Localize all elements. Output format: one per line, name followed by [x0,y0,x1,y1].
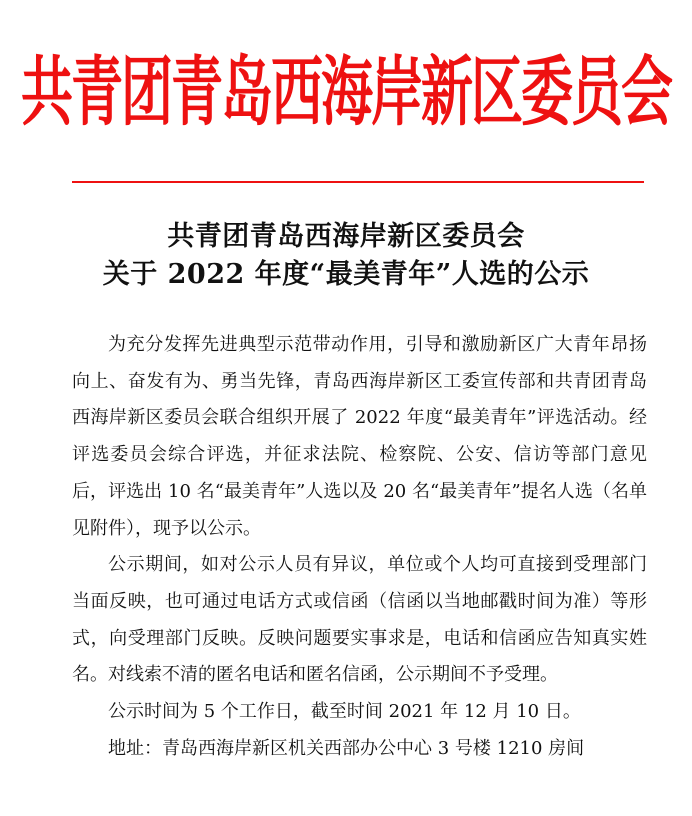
document-body [72,327,647,767]
document-title-line-1: 共青团青岛西海岸新区委员会 [167,221,525,252]
masthead-title: 共青团青岛西海岸新区委员会 [20,48,671,137]
paragraph-1: 为充分发挥先进典型示范带动作用，引导和激励新区广大青年昂扬向上、奋发有为、勇当先锋，青岛西海岸新区工委宣传部和共青团青岛西海岸新区委员会联合组织开展了 2022 年度“最美青年”评选活动。经评选委员会综合评选，并征求法院、检察院、公安、信访等部门意见后，评选出 10 名“最美青年”人选以及 20 名“最美青年”提名人选（名单见附件），现予以公示。 [72,334,647,539]
document-title-line-2: 关于 2022 年度“最美青年”人选的公示 [102,259,590,290]
paragraph-2: 公示期间，如对公示人员有异议，单位或个人均可直接到受理部门当面反映，也可通过电话方式或信函（信函以当地邮戳时间为准）等形式，向受理部门反映。反映问题要实事求是，电话和信函应告知真实姓名。对线索不清的匿名电话和匿名信函，公示期间不予受理。 [72,554,647,686]
red-divider-line [72,181,644,183]
paragraph-address: 地址：青岛西海岸新区机关西部办公中心 3 号楼 1210 房间 [108,737,585,759]
paragraph-3: 公示时间为 5 个工作日，截至时间 2021 年 12 月 10 日。 [108,701,581,723]
